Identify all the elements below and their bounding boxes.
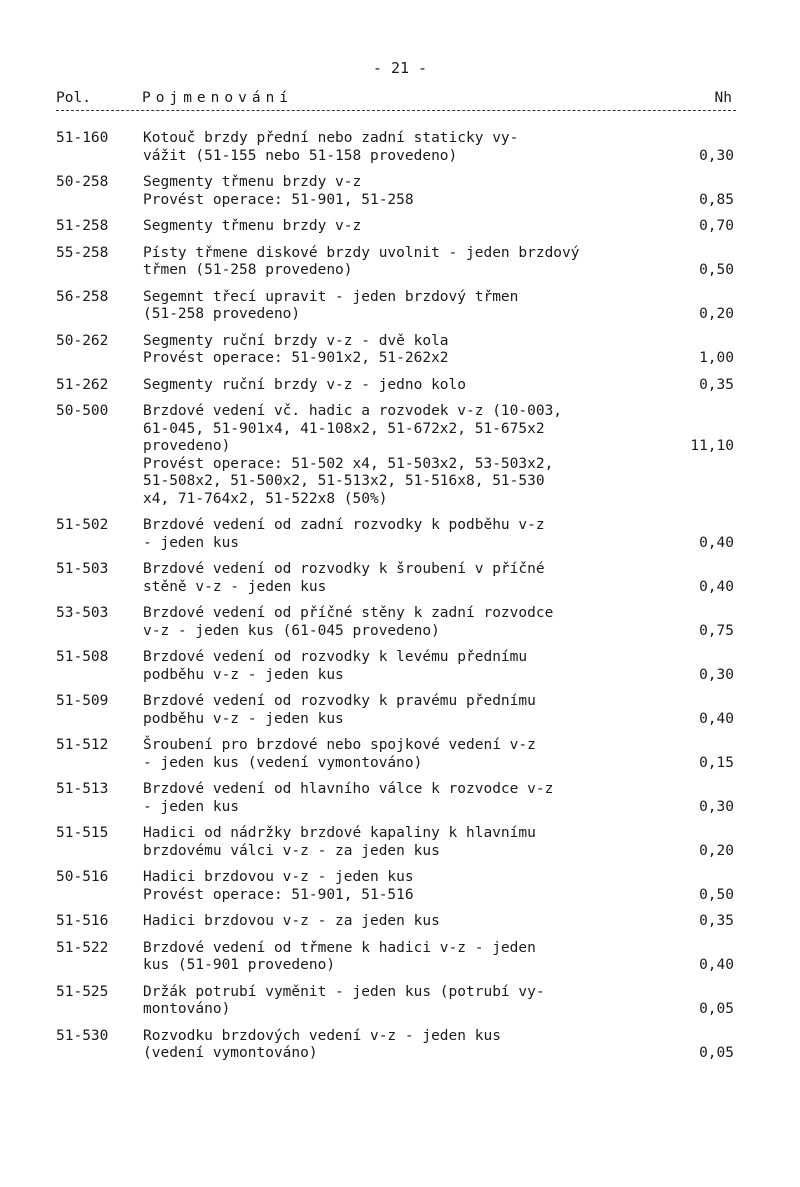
row-code: 50-500	[56, 403, 109, 419]
description-line: Brzdové vedení od hlavního válce k rozvodce v-z	[143, 781, 554, 797]
row-description	[143, 517, 683, 552]
row-code: 51-522	[56, 939, 109, 956]
description-line: 51-508x2, 51-500x2, 51-513x2, 51-516x8, 51-530	[143, 473, 545, 489]
description-line: provedeno)	[143, 438, 231, 454]
row-nh-value: 11,10	[690, 438, 734, 454]
row-code: 51-258	[56, 218, 109, 234]
row-code: 51-509	[56, 693, 109, 709]
table-row	[56, 781, 736, 816]
description-line: montováno)	[143, 1001, 231, 1017]
description-line: podběhu v-z - jeden kus	[143, 710, 344, 727]
row-nh-value: 0,75	[699, 622, 734, 639]
description-line: - jeden kus	[143, 534, 240, 551]
table-header	[56, 90, 736, 111]
description-line: Segmenty ruční brzdy v-z - jedno kolo	[143, 376, 467, 393]
table-row	[56, 869, 736, 904]
description-line: Segmenty třmenu brzdy v-z	[143, 218, 362, 234]
row-nh-value: 0,30	[699, 798, 734, 815]
table-row	[56, 174, 736, 209]
row-description	[143, 245, 683, 280]
description-line: Brzdové vedení od rozvodky k šroubení v příčné	[143, 561, 545, 577]
description-line: kus (51-901 provedeno)	[143, 957, 336, 973]
description-line: (51-258 provedeno)	[143, 306, 301, 322]
table-row	[56, 737, 736, 772]
row-nh-value: 0,35	[699, 913, 734, 929]
table-row	[56, 377, 736, 395]
row-description	[143, 561, 683, 596]
table-row	[56, 218, 736, 236]
row-nh-value: 0,05	[699, 1001, 734, 1017]
description-line: (vedení vymontováno)	[143, 1045, 318, 1061]
description-line: Brzdové vedení od třmene k hadici v-z - jeden	[143, 939, 536, 956]
description-line: vážit (51-155 nebo 51-158 provedeno)	[143, 147, 458, 164]
row-description	[143, 781, 683, 816]
header-nh: Nh	[714, 90, 732, 106]
row-description	[143, 174, 683, 209]
row-description	[143, 130, 683, 165]
row-description	[143, 737, 683, 772]
row-code: 51-516	[56, 913, 109, 929]
row-nh-value: 1,00	[699, 350, 734, 366]
row-nh-value: 0,35	[699, 376, 734, 393]
description-line: Provést operace: 51-901x2, 51-262x2	[143, 350, 449, 366]
table-row	[56, 130, 736, 165]
table-row	[56, 913, 736, 931]
table-row	[56, 1028, 736, 1063]
row-nh-value: 0,20	[699, 306, 734, 322]
row-description	[143, 377, 683, 395]
description-line: 61-045, 51-901x4, 41-108x2, 51-672x2, 51-675x2	[143, 420, 545, 437]
table-row	[56, 649, 736, 684]
table-row	[56, 245, 736, 280]
description-line: Segmenty třmenu brzdy v-z	[143, 174, 362, 190]
header-name: Pojmenování	[142, 90, 294, 106]
description-line: brzdovému válci v-z - za jeden kus	[143, 842, 440, 859]
row-nh-value: 0,20	[699, 842, 734, 859]
row-description	[143, 984, 683, 1019]
description-line: Provést operace: 51-901, 51-516	[143, 886, 414, 903]
description-line: v-z - jeden kus (61-045 provedeno)	[143, 622, 440, 639]
header-position: Pol.	[56, 90, 91, 106]
row-nh-value: 0,70	[699, 218, 734, 234]
row-code: 51-160	[56, 130, 109, 146]
description-line: Šroubení pro brzdové nebo spojkové vedení v-z	[143, 737, 536, 753]
row-nh-value: 0,05	[699, 1045, 734, 1061]
description-line: Brzdové vedení od rozvodky k levému přednímu	[143, 649, 528, 665]
row-nh-value: 0,30	[699, 666, 734, 683]
description-line: Segmenty ruční brzdy v-z - dvě kola	[143, 332, 449, 349]
row-code: 55-258	[56, 244, 109, 261]
row-code: 51-515	[56, 825, 109, 841]
row-description	[143, 403, 683, 508]
row-code: 51-525	[56, 983, 109, 1000]
row-description	[143, 869, 683, 904]
table-body	[56, 130, 736, 1072]
description-line: Hadici od nádržky brzdové kapaliny k hlavnímu	[143, 825, 536, 841]
table-row	[56, 984, 736, 1019]
description-line: Hadici brzdovou v-z - jeden kus	[143, 869, 414, 885]
description-line: Brzdové vedení od rozvodky k pravému přednímu	[143, 693, 536, 709]
row-description	[143, 649, 683, 684]
row-description	[143, 825, 683, 860]
row-code: 53-503	[56, 605, 109, 621]
description-line: Segemnt třecí upravit - jeden brzdový třmen	[143, 288, 519, 305]
description-line: třmen (51-258 provedeno)	[143, 262, 353, 278]
row-code: 51-508	[56, 649, 109, 665]
table-row	[56, 605, 736, 640]
description-line: Písty třmene diskové brzdy uvolnit - jeden brzdový	[143, 244, 580, 261]
row-code: 50-262	[56, 332, 109, 349]
row-nh-value: 0,15	[699, 754, 734, 771]
row-code: 51-513	[56, 781, 109, 797]
description-line: Držák potrubí vyměnit - jeden kus (potrubí vy-	[143, 983, 545, 1000]
table-row	[56, 333, 736, 368]
description-line: - jeden kus (vedení vymontováno)	[143, 754, 423, 771]
row-description	[143, 913, 683, 931]
page-number: - 21 -	[372, 59, 428, 77]
table-row	[56, 517, 736, 552]
row-description	[143, 218, 683, 236]
row-code: 50-258	[56, 174, 109, 190]
description-line: Brzdové vedení od příčné stěny k zadní rozvodce	[143, 605, 554, 621]
description-line: - jeden kus	[143, 798, 240, 815]
row-code: 56-258	[56, 288, 109, 305]
description-line: Kotouč brzdy přední nebo zadní staticky vy-	[143, 130, 519, 146]
row-code: 50-516	[56, 869, 109, 885]
description-line: Brzdové vedení vč. hadic a rozvodek v-z (10-003,	[143, 403, 563, 419]
row-nh-value: 0,50	[699, 886, 734, 903]
description-line: x4, 71-764x2, 51-522x8 (50%)	[143, 490, 388, 507]
row-code: 51-502	[56, 517, 109, 533]
table-row	[56, 289, 736, 324]
table-row	[56, 561, 736, 596]
row-code: 51-530	[56, 1027, 109, 1044]
description-line: podběhu v-z - jeden kus	[143, 666, 344, 683]
row-description	[143, 333, 683, 368]
description-line: Rozvodku brzdových vedení v-z - jeden kus	[143, 1027, 501, 1044]
row-description	[143, 1028, 683, 1063]
table-row	[56, 403, 736, 508]
row-description	[143, 693, 683, 728]
row-nh-value: 0,85	[699, 191, 734, 208]
table-row	[56, 825, 736, 860]
row-nh-value: 0,40	[699, 578, 734, 595]
description-line: stěně v-z - jeden kus	[143, 578, 327, 595]
table-row	[56, 693, 736, 728]
row-description	[143, 940, 683, 975]
row-nh-value: 0,50	[699, 262, 734, 278]
description-line: Hadici brzdovou v-z - za jeden kus	[143, 913, 440, 929]
row-nh-value: 0,40	[699, 534, 734, 551]
row-nh-value: 0,40	[699, 710, 734, 727]
row-code: 51-512	[56, 737, 109, 753]
row-nh-value: 0,40	[699, 957, 734, 973]
table-row	[56, 940, 736, 975]
description-line: Provést operace: 51-901, 51-258	[143, 191, 414, 208]
row-description	[143, 605, 683, 640]
row-code: 51-262	[56, 376, 109, 393]
description-line: Provést operace: 51-502 x4, 51-503x2, 53-503x2,	[143, 455, 554, 472]
description-line: Brzdové vedení od zadní rozvodky k podběhu v-z	[143, 517, 545, 533]
row-nh-value: 0,30	[699, 147, 734, 164]
row-code: 51-503	[56, 561, 109, 577]
row-description	[143, 289, 683, 324]
